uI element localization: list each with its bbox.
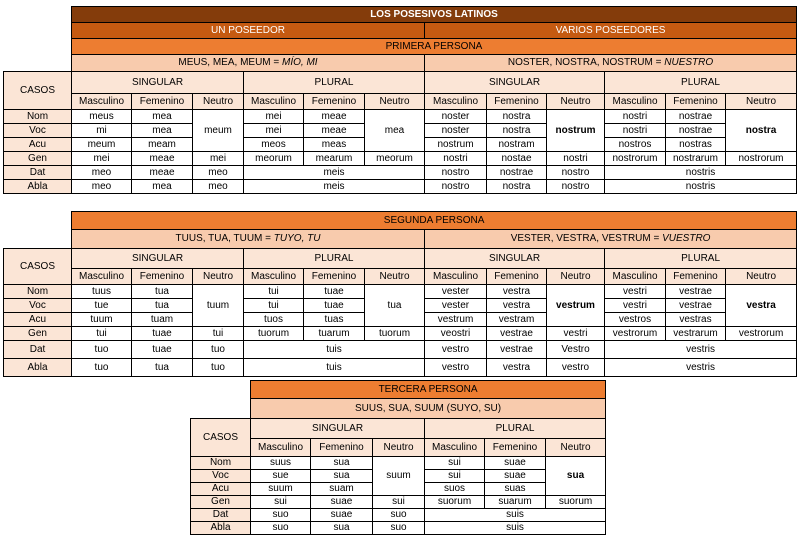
form-cell: nostro <box>425 180 487 194</box>
gender-header: Masculino <box>605 94 666 110</box>
form-cell: nostram <box>487 138 547 152</box>
gender-header: Femenino <box>132 269 193 285</box>
form-cell: tua <box>132 299 193 313</box>
form-cell-merged: tuis <box>244 359 425 377</box>
form-cell: vestra <box>487 359 547 377</box>
form-cell: suo <box>373 522 425 535</box>
form-cell: tuae <box>304 285 365 299</box>
main-title: LOS POSESIVOS LATINOS <box>72 7 797 23</box>
form-cell: suum <box>251 483 311 496</box>
form-cell: vestro <box>547 359 605 377</box>
primera-many-forms: NOSTER, NOSTRA, NOSTRUM = NUESTRO <box>425 55 797 72</box>
form-cell: tuae <box>304 299 365 313</box>
form-cell-merged: meum <box>193 110 244 152</box>
tercera-persona-label: TERCERA PERSONA <box>251 381 606 399</box>
form-cell-merged: nostris <box>605 180 797 194</box>
case-label: Nom <box>4 285 72 299</box>
form-cell: sui <box>251 496 311 509</box>
form-cell-merged: tua <box>365 285 425 327</box>
case-label: Dat <box>191 509 251 522</box>
form-cell: nostra <box>487 124 547 138</box>
form-cell: tua <box>132 359 193 377</box>
form-cell: sua <box>311 522 373 535</box>
form-cell: sua <box>311 457 373 470</box>
form-cell: vestro <box>425 341 487 359</box>
gender-header: Neutro <box>546 439 606 457</box>
segunda-persona-table <box>3 211 797 377</box>
form-cell: tuo <box>72 341 132 359</box>
form-cell: vestros <box>605 313 666 327</box>
form-cell: vestrarum <box>666 327 726 341</box>
gender-header: Neutro <box>547 269 605 285</box>
gender-header: Masculino <box>605 269 666 285</box>
case-label: Voc <box>4 299 72 313</box>
form-cell: tuam <box>132 313 193 327</box>
case-label: Acu <box>4 138 72 152</box>
form-cell-merged: nostris <box>605 166 797 180</box>
singular-header: SINGULAR <box>72 72 244 94</box>
form-cell: veostri <box>425 327 487 341</box>
form-cell: sui <box>425 457 485 470</box>
form-cell-merged: tuum <box>193 285 244 327</box>
form-cell: suam <box>311 483 373 496</box>
varios-poseedores-header: VARIOS POSEEDORES <box>425 23 797 39</box>
form-cell: meae <box>132 152 193 166</box>
form-cell: mei <box>72 152 132 166</box>
gender-header: Femenino <box>487 269 547 285</box>
form-cell: nostrorum <box>726 152 797 166</box>
form-cell: vestri <box>547 327 605 341</box>
form-cell-merged: suis <box>425 509 606 522</box>
form-cell: nostro <box>547 166 605 180</box>
case-label: Abla <box>4 359 72 377</box>
form-cell: tuorum <box>365 327 425 341</box>
table-row <box>191 457 606 470</box>
form-cell: suo <box>251 509 311 522</box>
form-cell: mea <box>132 180 193 194</box>
form-cell: vestrae <box>487 327 547 341</box>
un-poseedor-header: UN POSEEDOR <box>72 23 425 39</box>
case-label: Nom <box>4 110 72 124</box>
gender-header: Masculino <box>244 269 304 285</box>
gender-header: Femenino <box>311 439 373 457</box>
form-cell: vestra <box>487 285 547 299</box>
form-cell: meorum <box>365 152 425 166</box>
form-cell: suae <box>485 457 546 470</box>
case-label: Dat <box>4 166 72 180</box>
gender-header: Neutro <box>365 269 425 285</box>
case-label: Gen <box>4 152 72 166</box>
gender-header: Neutro <box>726 94 797 110</box>
form-cell: nostro <box>425 166 487 180</box>
table-row <box>4 180 797 194</box>
form-cell: meus <box>72 110 132 124</box>
form-cell-merged: vestris <box>605 341 797 359</box>
form-cell: tuas <box>304 313 365 327</box>
case-label: Voc <box>4 124 72 138</box>
form-cell: vestrae <box>487 341 547 359</box>
form-cell: vestras <box>666 313 726 327</box>
form-cell: meas <box>304 138 365 152</box>
form-cell: meo <box>193 166 244 180</box>
singular-header: SINGULAR <box>425 249 605 269</box>
gender-header: Masculino <box>251 439 311 457</box>
singular-header: SINGULAR <box>425 72 605 94</box>
table-row <box>4 359 797 377</box>
plural-header: PLURAL <box>605 72 797 94</box>
form-cell: tuae <box>132 327 193 341</box>
primera-persona-table <box>3 6 797 194</box>
form-cell: vestra <box>487 299 547 313</box>
plural-header: PLURAL <box>244 72 425 94</box>
form-cell: sua <box>311 470 373 483</box>
gender-header: Femenino <box>487 94 547 110</box>
form-cell: sui <box>425 470 485 483</box>
gender-header: Femenino <box>666 269 726 285</box>
plural-header: PLURAL <box>244 249 425 269</box>
gender-header: Femenino <box>485 439 546 457</box>
tercera-persona-table <box>190 380 606 535</box>
form-cell: Vestro <box>547 341 605 359</box>
table-row <box>4 152 797 166</box>
form-cell: nostri <box>425 152 487 166</box>
form-cell-merged: sua <box>546 457 606 496</box>
gender-header: Neutro <box>726 269 797 285</box>
form-cell: vestro <box>425 359 487 377</box>
gender-header: Neutro <box>193 94 244 110</box>
form-cell: vester <box>425 299 487 313</box>
form-cell: tui <box>244 285 304 299</box>
table-row <box>191 496 606 509</box>
form-cell: meorum <box>244 152 304 166</box>
form-cell: vestrum <box>425 313 487 327</box>
case-label: Voc <box>191 470 251 483</box>
form-cell: vestrae <box>666 299 726 313</box>
form-cell: meae <box>304 110 365 124</box>
gender-header: Masculino <box>72 269 132 285</box>
form-cell: meae <box>304 124 365 138</box>
case-label: Dat <box>4 341 72 359</box>
form-cell: meo <box>72 180 132 194</box>
singular-header: SINGULAR <box>72 249 244 269</box>
form-cell: nostrum <box>425 138 487 152</box>
table-row <box>191 509 606 522</box>
form-cell: suus <box>251 457 311 470</box>
gender-header: Masculino <box>244 94 304 110</box>
form-cell: noster <box>425 124 487 138</box>
form-cell: meam <box>132 138 193 152</box>
form-cell: tuo <box>193 341 244 359</box>
form-cell: suo <box>373 509 425 522</box>
form-cell: nostras <box>666 138 726 152</box>
case-label: Abla <box>4 180 72 194</box>
form-cell: nostrae <box>487 166 547 180</box>
form-cell: tua <box>132 285 193 299</box>
form-cell: mea <box>132 110 193 124</box>
form-cell: mea <box>132 124 193 138</box>
form-cell: suae <box>485 470 546 483</box>
gender-header: Masculino <box>425 269 487 285</box>
casos-header: CASOS <box>4 249 72 285</box>
table-row <box>4 110 797 124</box>
form-cell: mei <box>193 152 244 166</box>
form-cell: nostro <box>547 180 605 194</box>
form-cell-merged: suum <box>373 457 425 496</box>
plural-header: PLURAL <box>425 419 606 439</box>
form-cell: vestrorum <box>605 327 666 341</box>
gender-header: Femenino <box>304 269 365 285</box>
form-cell: mei <box>244 110 304 124</box>
table-row <box>4 166 797 180</box>
case-label: Gen <box>191 496 251 509</box>
table-row <box>4 285 797 299</box>
form-cell: vestram <box>487 313 547 327</box>
tercera-forms: SUUS, SUA, SUUM (SUYO, SU) <box>251 399 606 419</box>
form-cell: nostra <box>487 110 547 124</box>
form-cell: nostri <box>547 152 605 166</box>
case-label: Acu <box>4 313 72 327</box>
form-cell: suorum <box>425 496 485 509</box>
gender-header: Femenino <box>666 94 726 110</box>
primera-persona-label: PRIMERA PERSONA <box>72 39 797 55</box>
case-label: Nom <box>191 457 251 470</box>
form-cell-merged: meis <box>244 166 425 180</box>
form-cell: vester <box>425 285 487 299</box>
form-cell: tue <box>72 299 132 313</box>
form-cell: tuarum <box>304 327 365 341</box>
form-cell: meo <box>193 180 244 194</box>
form-cell: tuus <box>72 285 132 299</box>
form-cell: suo <box>251 522 311 535</box>
form-cell: tuo <box>72 359 132 377</box>
form-cell: mi <box>72 124 132 138</box>
form-cell-merged: suis <box>425 522 606 535</box>
gender-header: Neutro <box>547 94 605 110</box>
form-cell: nostae <box>487 152 547 166</box>
form-cell: tuae <box>132 341 193 359</box>
form-cell: tuorum <box>244 327 304 341</box>
form-cell: tuo <box>193 359 244 377</box>
table-row <box>4 327 797 341</box>
form-cell: nostri <box>605 110 666 124</box>
form-cell: nostrae <box>666 124 726 138</box>
form-cell: suos <box>425 483 485 496</box>
form-cell: suae <box>311 509 373 522</box>
form-cell: noster <box>425 110 487 124</box>
form-cell: nostri <box>605 124 666 138</box>
case-label: Acu <box>191 483 251 496</box>
gender-header: Masculino <box>425 439 485 457</box>
form-cell: vestri <box>605 299 666 313</box>
form-cell: nostros <box>605 138 666 152</box>
form-cell: vestrorum <box>726 327 797 341</box>
casos-header: CASOS <box>4 72 72 110</box>
form-cell: sue <box>251 470 311 483</box>
form-cell: tui <box>72 327 132 341</box>
form-cell: suas <box>485 483 546 496</box>
gender-header: Neutro <box>365 94 425 110</box>
form-cell-merged: nostra <box>726 110 797 152</box>
segunda-persona-label: SEGUNDA PERSONA <box>72 212 797 230</box>
form-cell: suorum <box>546 496 606 509</box>
primera-one-forms: MEUS, MEA, MEUM = MÍO, MI <box>72 55 425 72</box>
form-cell: sui <box>373 496 425 509</box>
form-cell: meae <box>132 166 193 180</box>
form-cell: meum <box>72 138 132 152</box>
form-cell: nostra <box>487 180 547 194</box>
form-cell-merged: meis <box>244 180 425 194</box>
form-cell: suae <box>311 496 373 509</box>
segunda-many-forms: VESTER, VESTRA, VESTRUM = VUESTRO <box>425 230 797 249</box>
segunda-one-forms: TUUS, TUA, TUUM = TUYO, TU <box>72 230 425 249</box>
gender-header: Masculino <box>425 94 487 110</box>
form-cell: nostrae <box>666 110 726 124</box>
form-cell: tui <box>244 299 304 313</box>
form-cell: tui <box>193 327 244 341</box>
form-cell: meo <box>72 166 132 180</box>
form-cell-merged: vestrum <box>547 285 605 327</box>
gender-header: Femenino <box>132 94 193 110</box>
form-cell-merged: vestra <box>726 285 797 327</box>
form-cell-merged: nostrum <box>547 110 605 152</box>
case-label: Abla <box>191 522 251 535</box>
singular-header: SINGULAR <box>251 419 425 439</box>
form-cell-merged: mea <box>365 110 425 152</box>
gender-header: Neutro <box>193 269 244 285</box>
plural-header: PLURAL <box>605 249 797 269</box>
form-cell: meos <box>244 138 304 152</box>
gender-header: Neutro <box>373 439 425 457</box>
form-cell: mearum <box>304 152 365 166</box>
table-row <box>191 522 606 535</box>
form-cell: suarum <box>485 496 546 509</box>
form-cell: mei <box>244 124 304 138</box>
form-cell: nostrorum <box>605 152 666 166</box>
form-cell-merged: vestris <box>605 359 797 377</box>
gender-header: Femenino <box>304 94 365 110</box>
form-cell: tuum <box>72 313 132 327</box>
form-cell: vestri <box>605 285 666 299</box>
case-label: Gen <box>4 327 72 341</box>
form-cell: nostrarum <box>666 152 726 166</box>
casos-header: CASOS <box>191 419 251 457</box>
gender-header: Masculino <box>72 94 132 110</box>
form-cell: tuos <box>244 313 304 327</box>
form-cell: vestrae <box>666 285 726 299</box>
form-cell-merged: tuis <box>244 341 425 359</box>
table-row <box>4 341 797 359</box>
